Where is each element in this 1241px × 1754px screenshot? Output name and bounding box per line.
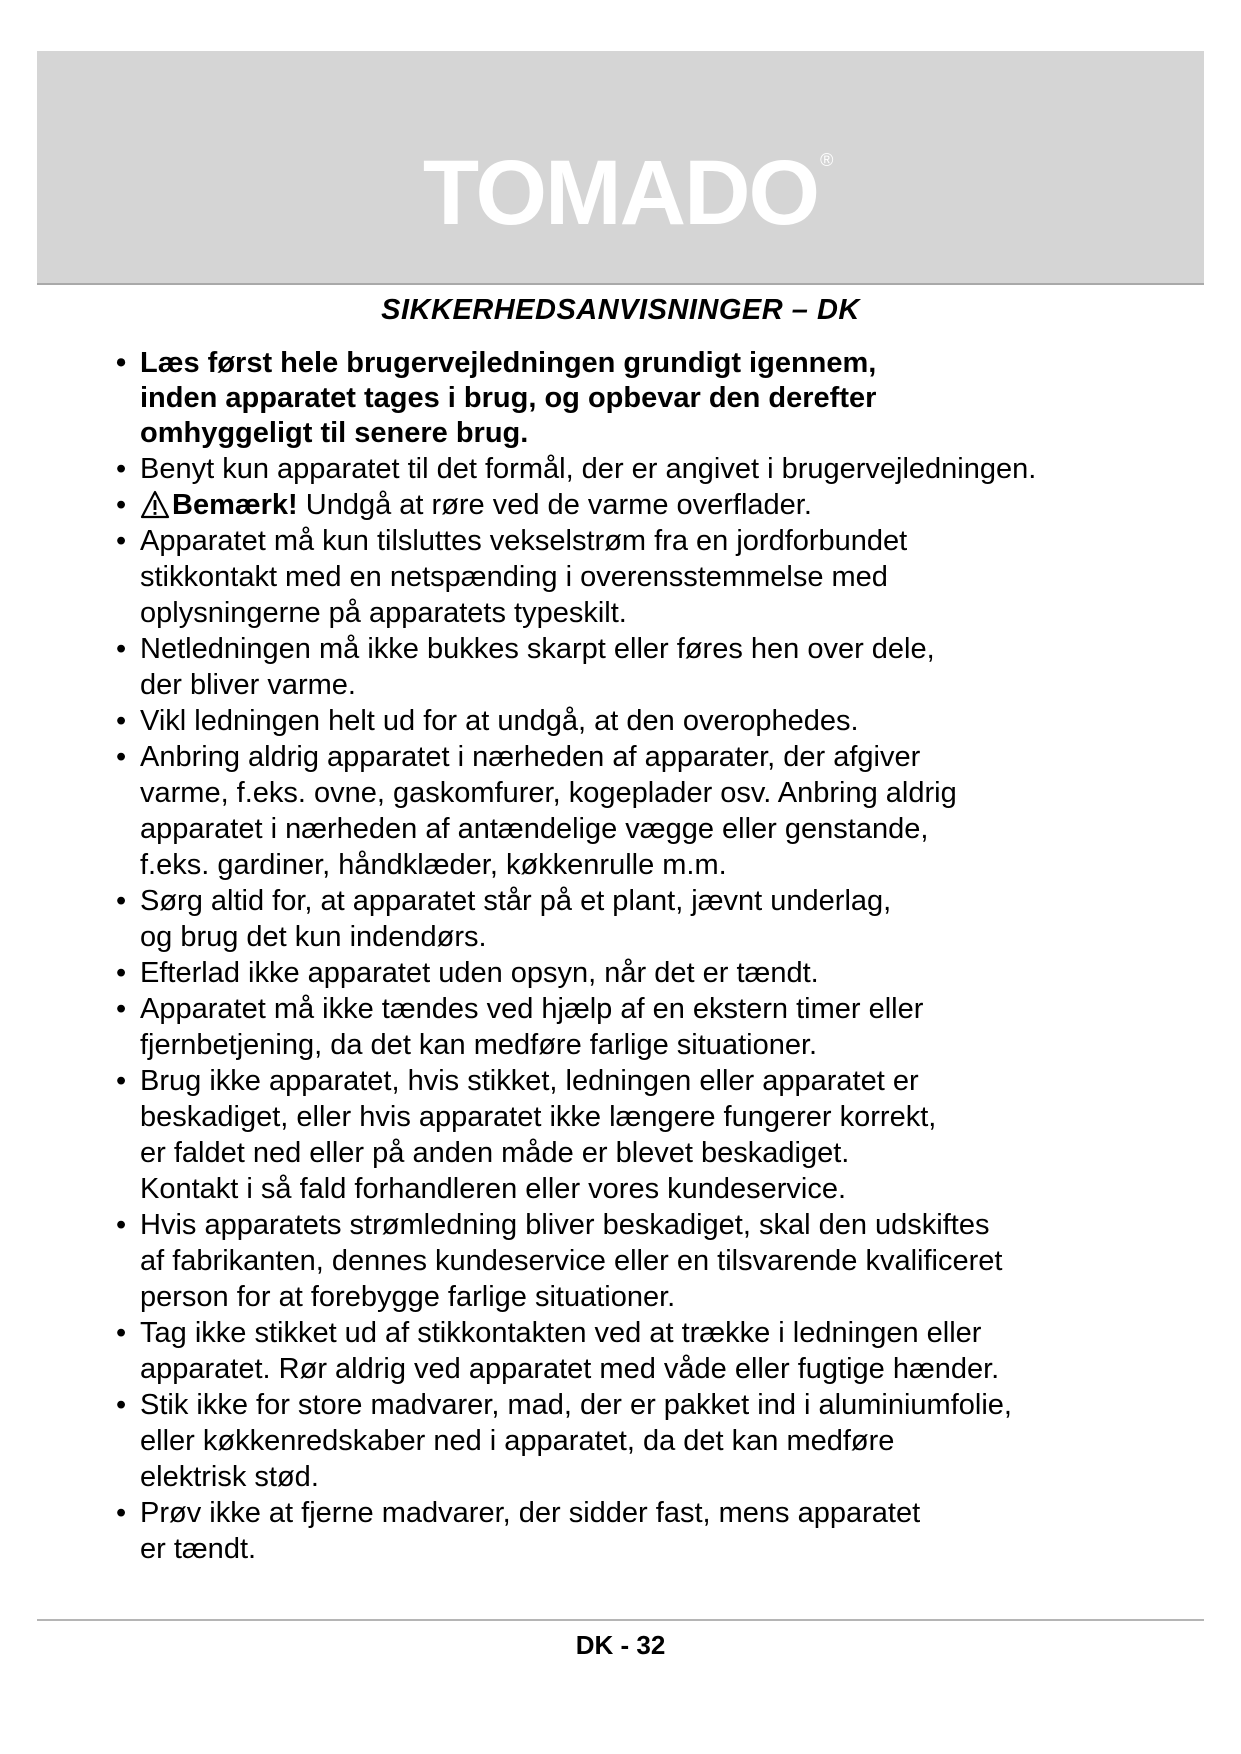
list-item: • Prøv ikke at fjerne madvarer, der sidder fast, mens apparatet er tændt. xyxy=(116,1495,1136,1567)
section-title: SIKKERHEDSANVISNINGER – DK xyxy=(381,294,860,326)
list-item-warning: • Bemærk! Undgå at røre ved de varme overflader. xyxy=(116,487,1136,523)
list-item: • Hvis apparatets strømledning bliver beskadiget, skal den udskiftes af fabrikanten, dennes kundeservice eller en tilsvarende kvalificeret person for at forebygge farlige situationer. xyxy=(116,1207,1136,1315)
list-item: • Netledningen må ikke bukkes skarpt eller føres hen over dele, der bliver varme. xyxy=(116,631,1136,703)
brand-logo: TOMADO ® xyxy=(422,142,834,244)
list-item: • Anbring aldrig apparatet i nærheden af apparater, der afgiver varme, f.eks. ovne, gaskomfurer, kogeplader osv. Anbring aldrig apparatet i nærheden af antændelige vægge eller genstande, f.eks. gardiner, håndklæder, køkkenrulle m.m. xyxy=(116,739,1136,883)
list-item: • Tag ikke stikket ud af stikkontakten ved at trække i ledningen eller apparatet. Rør aldrig ved apparatet med våde eller fugtige hænder. xyxy=(116,1315,1136,1387)
registered-trademark: ® xyxy=(820,150,834,170)
list-item: • Apparatet må ikke tændes ved hjælp af en ekstern timer eller fjernbetjening, da det kan medføre farlige situationer. xyxy=(116,991,1136,1063)
list-item: • Efterlad ikke apparatet uden opsyn, når det er tændt. xyxy=(116,955,1136,991)
page-number: DK - 32 xyxy=(575,1630,666,1660)
warning-triangle-icon xyxy=(140,490,170,520)
note-label: Bemærk! xyxy=(172,489,298,521)
list-item: • Læs først hele brugervejledningen grundigt igennem, inden apparatet tages i brug, og opbevar den derefter omhyggeligt til senere brug. xyxy=(116,346,1136,451)
list-item: • Benyt kun apparatet til det formål, der er angivet i brugervejledningen. xyxy=(116,451,1136,487)
list-item: • Stik ikke for store madvarer, mad, der er pakket ind i aluminiumfolie, eller køkkenredskaber ned i apparatet, da det kan medføre elektrisk stød. xyxy=(116,1387,1136,1495)
header-banner xyxy=(37,51,1204,285)
list-item: • Apparatet må kun tilsluttes vekselstrøm fra en jordforbundet stikkontakt med en netspænding i overensstemmelse med oplysningerne på apparatets typeskilt. xyxy=(116,523,1136,631)
list-item: • Sørg altid for, at apparatet står på et plant, jævnt underlag, og brug det kun indendørs. xyxy=(116,883,1136,955)
list-item: • Vikl ledningen helt ud for at undgå, at den overophedes. xyxy=(116,703,1136,739)
safety-instructions-list xyxy=(116,346,1136,1567)
footer-divider xyxy=(37,1619,1204,1621)
list-item: • Brug ikke apparatet, hvis stikket, ledningen eller apparatet er beskadiget, eller hvis apparatet ikke længere fungerer korrekt, er faldet ned eller på anden måde er blevet beskadiget. Kontakt i så fald forhandleren eller vores kundeservice. xyxy=(116,1063,1136,1207)
